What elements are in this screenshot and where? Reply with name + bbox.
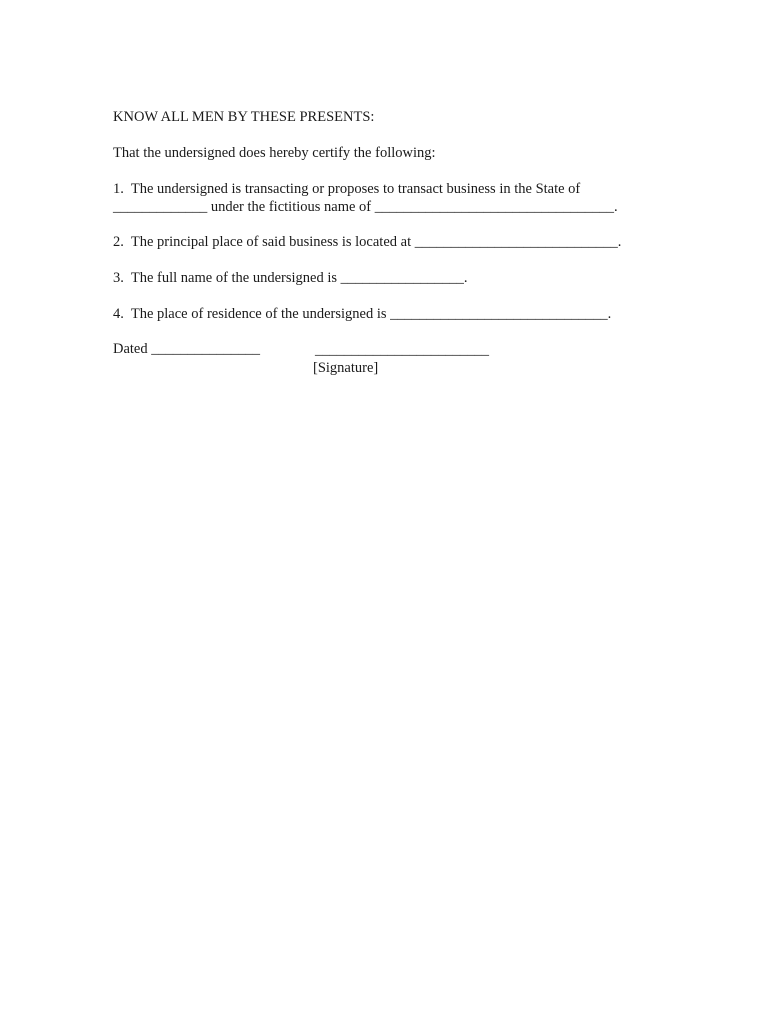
item-1-line-1: 1. The undersigned is transacting or proposes to transact business in the State of [113, 181, 581, 197]
signature-label: [Signature] [313, 360, 379, 376]
item-3: 3. The full name of the undersigned is _________________. [113, 270, 468, 286]
item-1-line-2: _____________ under the fictitious name of _________________________________. [113, 199, 618, 215]
intro-statement: That the undersigned does hereby certify the following: [113, 145, 436, 161]
item-4: 4. The place of residence of the undersigned is ______________________________. [113, 306, 612, 322]
item-2: 2. The principal place of said business is located at ____________________________. [113, 234, 622, 250]
signature-line: ________________________ [315, 342, 489, 358]
dated-field: Dated _______________ [113, 341, 260, 357]
document-heading: KNOW ALL MEN BY THESE PRESENTS: [113, 109, 375, 125]
